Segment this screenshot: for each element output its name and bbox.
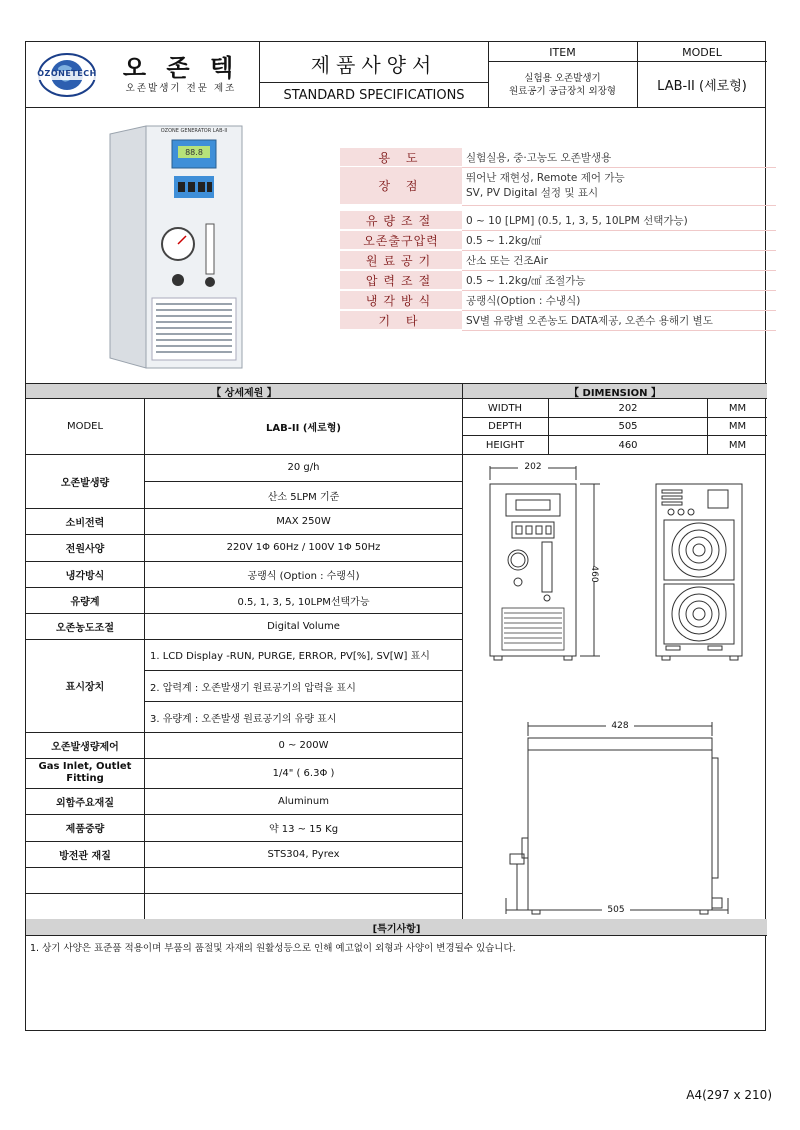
notes-title: [특기사항]: [26, 919, 767, 936]
photo-display-value: 88.8: [185, 147, 203, 157]
detail-model-value: LAB-II (세로형): [266, 423, 341, 434]
detail-label: 표시장치: [65, 682, 105, 693]
model-label: MODEL: [682, 45, 722, 59]
doc-title-en: STANDARD SPECIFICATIONS: [283, 87, 465, 103]
feature-value: 0.5 ~ 1.2kg/㎠: [462, 231, 776, 251]
dimension-name: HEIGHT: [485, 439, 525, 451]
feature-key: 냉각방식: [340, 291, 462, 310]
detail-value: 공랭식 (Option : 수랭식): [247, 570, 360, 582]
detail-label: 방전관 재질: [59, 850, 111, 862]
feature-key: 유량조절: [340, 211, 462, 230]
feature-key: 오존출구압력: [340, 231, 462, 250]
drawing-width-label: 202: [518, 461, 548, 473]
product-photo: [106, 122, 246, 372]
dimension-drawing: [466, 458, 764, 916]
detail-label: 소비전력: [65, 517, 105, 529]
detail-value: 1/4" ( 6.3Φ ): [272, 767, 335, 779]
drawing-depth-label: 505: [602, 904, 630, 916]
dimension-value: 460: [618, 439, 638, 451]
dimension-value: 505: [618, 421, 638, 432]
feature-row: [340, 251, 776, 270]
dimension-unit: MM: [728, 421, 747, 432]
detail-value: 20 g/h: [287, 462, 320, 473]
feature-row: [340, 148, 776, 167]
detail-label: 제품중량: [65, 824, 105, 835]
detail-value: Aluminum: [278, 795, 329, 807]
item-label: ITEM: [549, 45, 576, 59]
feature-key: 압력조절: [340, 271, 462, 290]
item-value-line2: 원료공기 공급장치 외장형: [509, 85, 616, 97]
feature-row: [340, 291, 776, 310]
detail-label: 외함주요재질: [56, 797, 114, 809]
item-value-line1: 실험용 오존발생기: [524, 72, 601, 84]
feature-value: 0.5 ~ 1.2kg/㎠ 조절가능: [462, 271, 776, 291]
company-subtitle: 오존발생기 전문 제조: [125, 83, 237, 94]
dimension-name: DEPTH: [488, 421, 522, 432]
detail-value: MAX 250W: [276, 515, 331, 527]
feature-row: [340, 167, 776, 205]
feature-key: 장 점: [340, 167, 462, 205]
doc-title: 제품사양서: [310, 52, 438, 77]
detail-value: 0.5, 1, 3, 5, 10LPM선택가능: [237, 596, 370, 608]
detail-value: 0 ~ 200W: [278, 739, 329, 751]
feature-row: [340, 211, 776, 230]
feature-value: SV별 유량별 오존농도 DATA제공, 오존수 용해기 별도: [462, 311, 776, 331]
feature-row: [340, 231, 776, 250]
detail-value: 220V 1Φ 60Hz / 100V 1Φ 50Hz: [226, 542, 381, 553]
feature-value-2: SV, PV Digital 설정 및 표시: [466, 186, 599, 199]
detail-label: 유량계: [70, 596, 100, 608]
item-value: [488, 62, 637, 107]
feature-key: 원료공기: [340, 251, 462, 270]
page-size-label: A4(297 x 210): [686, 1088, 772, 1102]
feature-value: 공랭식(Option : 수냉식): [462, 291, 776, 311]
company-name: 오 존 텍: [122, 53, 240, 82]
dimension-unit: MM: [728, 403, 747, 414]
detail-section-title: 【 상세제원 】: [26, 383, 462, 399]
photo-panel-text: OZONE GENERATOR LAB-II: [160, 128, 228, 134]
detail-label: Gas Inlet, Outlet Fitting: [38, 761, 132, 784]
detail-label: 냉각방식: [65, 570, 105, 582]
spec-sheet: [25, 41, 766, 1031]
feature-row: [340, 311, 776, 330]
detail-value: Digital Volume: [267, 620, 340, 632]
feature-key: 기 타: [340, 311, 462, 330]
detail-value: 약 13 ~ 15 Kg: [268, 824, 339, 835]
detail-label: 전원사양: [65, 544, 105, 555]
dimension-section-title: 【 DIMENSION 】: [462, 383, 767, 399]
company-logo: [36, 50, 98, 100]
detail-value-2: 2. 압력계 : 오존발생기 원료공기의 압력을 표시: [150, 682, 356, 694]
feature-key: 용 도: [340, 148, 462, 167]
detail-label: 오존발생량: [60, 477, 110, 489]
feature-row: [340, 271, 776, 290]
model-value: LAB-II (세로형): [657, 79, 747, 94]
detail-value-3: 3. 유량계 : 오존발생 원료공기의 유량 표시: [150, 713, 337, 725]
dimension-unit: MM: [728, 439, 747, 451]
drawing-height-label: 460: [582, 566, 606, 582]
feature-value: 뛰어난 재현성, Remote 제어 가능: [466, 171, 625, 184]
detail-label: 오존농도조절: [56, 622, 114, 634]
detail-value-2: 산소 5LPM 기준: [267, 491, 340, 503]
feature-value: 실험실용, 중·고농도 오존발생용: [462, 148, 776, 168]
drawing-top-label: 428: [606, 720, 634, 732]
feature-value: 산소 또는 건조Air: [462, 251, 776, 271]
detail-model-label: MODEL: [66, 421, 104, 432]
feature-value: 0 ~ 10 [LPM] (0.5, 1, 3, 5, 10LPM 선택가능): [462, 211, 776, 231]
detail-value: 1. LCD Display -RUN, PURGE, ERROR, PV[%], SV[W] 표시: [150, 651, 430, 662]
notes-text: 1. 상기 사양은 표준품 적용이며 부품의 품절및 자재의 원활성등으로 인해 예고없이 외형과 사양이 변경될수 있습니다.: [30, 943, 516, 954]
detail-value: STS304, Pyrex: [267, 848, 340, 860]
dimension-name: WIDTH: [487, 403, 523, 414]
logo-ring-text: OZONETECH: [37, 69, 97, 78]
detail-label: 오존발생량제어: [51, 741, 119, 753]
dimension-value: 202: [618, 403, 638, 414]
